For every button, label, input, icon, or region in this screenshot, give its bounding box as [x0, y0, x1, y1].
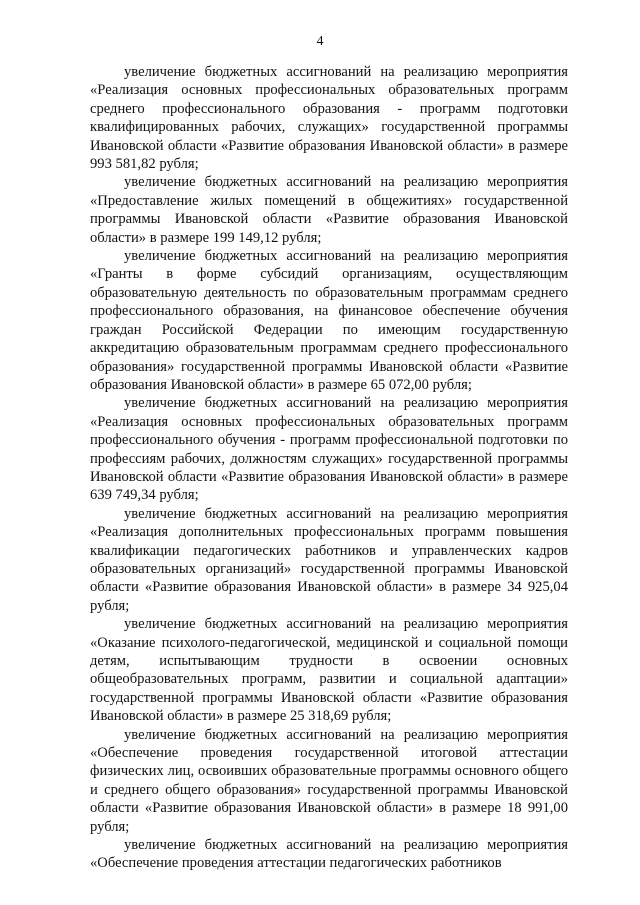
paragraph-7: увеличение бюджетных ассигнований на реализацию мероприятия «Обеспечение проведения государственной итоговой аттестации физических лиц, освоивших образовательные программы основного общего и среднего общего образования» государственной программы Ивановской области «Развитие образования Ивановской области» в размере 18 991,00 рубля; — [90, 726, 568, 835]
document-body — [90, 63, 568, 873]
paragraph-3: увеличение бюджетных ассигнований на реализацию мероприятия «Гранты в форме субсидий организациям, осуществляющим образовательную деятельность по образовательным программам среднего профессионального образования, на финансовое обеспечение обучения граждан Российской Федерации по имеющим государственную аккредитацию образовательным программам среднего профессионального образования» государственной программы Ивановской области «Развитие образования Ивановской области» в размере 65 072,00 рубля; — [90, 248, 568, 393]
paragraph-2: увеличение бюджетных ассигнований на реализацию мероприятия «Предоставление жилых помещений в общежитиях» государственной программы Ивановской области «Развитие образования Ивановской области» в размере 199 149,12 рубля; — [90, 174, 568, 246]
paragraph-6: увеличение бюджетных ассигнований на реализацию мероприятия «Оказание психолого-педагогической, медицинской и социальной помощи детям, испытывающим трудности в освоении основных общеобразовательных программ, развитии и социальной адаптации» государственной программы Ивановской области «Развитие образования Ивановской области» в размере 25 318,69 рубля; — [90, 616, 568, 725]
paragraph-1: увеличение бюджетных ассигнований на реализацию мероприятия «Реализация основных профессиональных образовательных программ среднего профессионального образования - программ подготовки квалифицированных рабочих, служащих» государственной программы Ивановской области «Развитие образования Ивановской области» в размере 993 581,82 рубля; — [90, 64, 568, 173]
paragraph-8: увеличение бюджетных ассигнований на реализацию мероприятия «Обеспечение проведения аттестации педагогических работников — [90, 837, 568, 872]
paragraph-4: увеличение бюджетных ассигнований на реализацию мероприятия «Реализация основных профессиональных образовательных программ профессионального обучения - программ профессиональной подготовки по профессиям рабочих, должностям служащих» государственной программы Ивановской области «Развитие образования Ивановской области» в размере 639 749,34 рубля; — [90, 395, 568, 504]
paragraph-5: увеличение бюджетных ассигнований на реализацию мероприятия «Реализация дополнительных профессиональных программ повышения квалификации педагогических работников и управленческих кадров образовательных организаций» государственной программы Ивановской области «Развитие образования Ивановской области» в размере 34 925,04 рубля; — [90, 505, 568, 614]
page-number: 4 — [316, 34, 324, 49]
